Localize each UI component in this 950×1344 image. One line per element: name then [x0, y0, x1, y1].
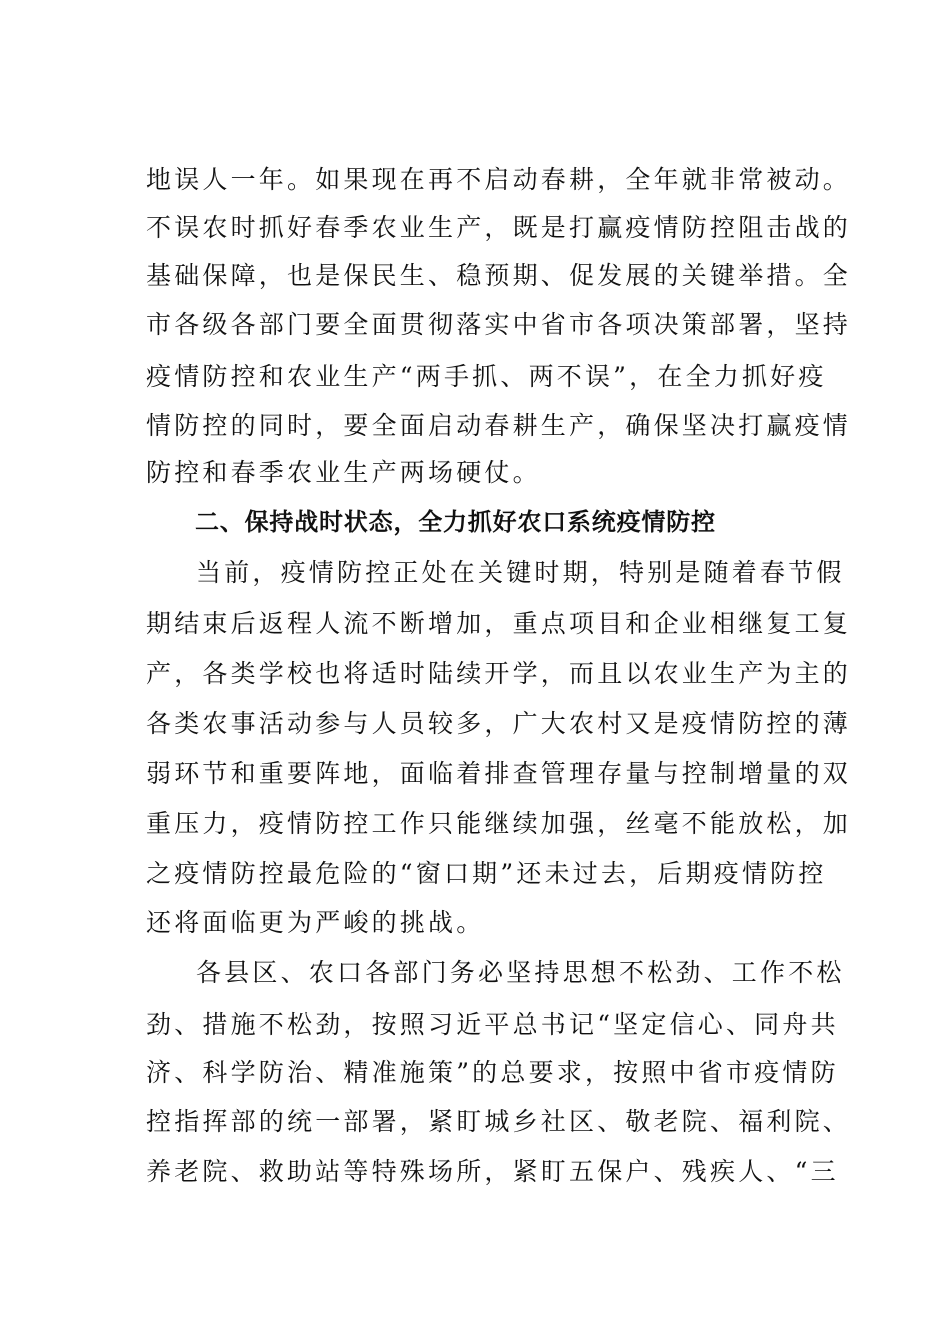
text-line-13: 弱环节和重要阵地，面临着排查管理存量与控制增量的双	[146, 759, 852, 788]
text-line-6: 情防控的同时，要全面启动春耕生产，确保坚决打赢疫情	[146, 411, 852, 440]
text-line-19: 济、科学防治、精准施策”的总要求，按照中省市疫情防	[146, 1058, 839, 1087]
text-line-11: 产，各类学校也将适时陆续开学，而且以农业生产为主的	[146, 659, 852, 688]
text-line-12: 各类农事活动参与人员较多，广大农村又是疫情防控的薄	[146, 709, 852, 738]
text-line-10: 期结束后返程人流不断增加，重点项目和企业相继复工复	[146, 609, 852, 638]
text-line-15: 之疫情防控最危险的“窗口期”还未过去，后期疫情防控	[146, 859, 827, 888]
text-line-14: 重压力，疫情防控工作只能继续加强，丝毫不能放松，加	[146, 809, 852, 838]
text-line-2: 不误农时抓好春季农业生产，既是打赢疫情防控阻击战的	[146, 213, 852, 242]
section-heading: 二、保持战时状态，全力抓好农口系统疫情防控	[195, 508, 716, 536]
paragraph-start-1: 当前，疫情防控正处在关键时期，特别是随着春节假	[196, 558, 845, 587]
text-line-21: 养老院、救助站等特殊场所，紧盯五保户、残疾人、“三	[146, 1157, 839, 1186]
text-line-16: 还将面临更为严峻的挑战。	[146, 908, 485, 937]
paragraph-start-2: 各县区、农口各部门务必坚持思想不松劲、工作不松	[196, 958, 845, 987]
text-line-3: 基础保障，也是保民生、稳预期、促发展的关键举措。全	[146, 261, 852, 290]
text-line-1: 地误人一年。如果现在再不启动春耕，全年就非常被动。	[146, 165, 852, 194]
text-line-4: 市各级各部门要全面贯彻落实中省市各项决策部署，坚持	[146, 310, 852, 339]
text-line-7: 防控和春季农业生产两场硬仗。	[146, 458, 541, 487]
text-line-5: 疫情防控和农业生产“两手抓、两不误”，在全力抓好疫	[146, 362, 827, 391]
text-line-18: 劲、措施不松劲，按照习近平总书记“坚定信心、同舟共	[146, 1010, 839, 1039]
text-line-20: 控指挥部的统一部署，紧盯城乡社区、敬老院、福利院、	[146, 1107, 852, 1136]
